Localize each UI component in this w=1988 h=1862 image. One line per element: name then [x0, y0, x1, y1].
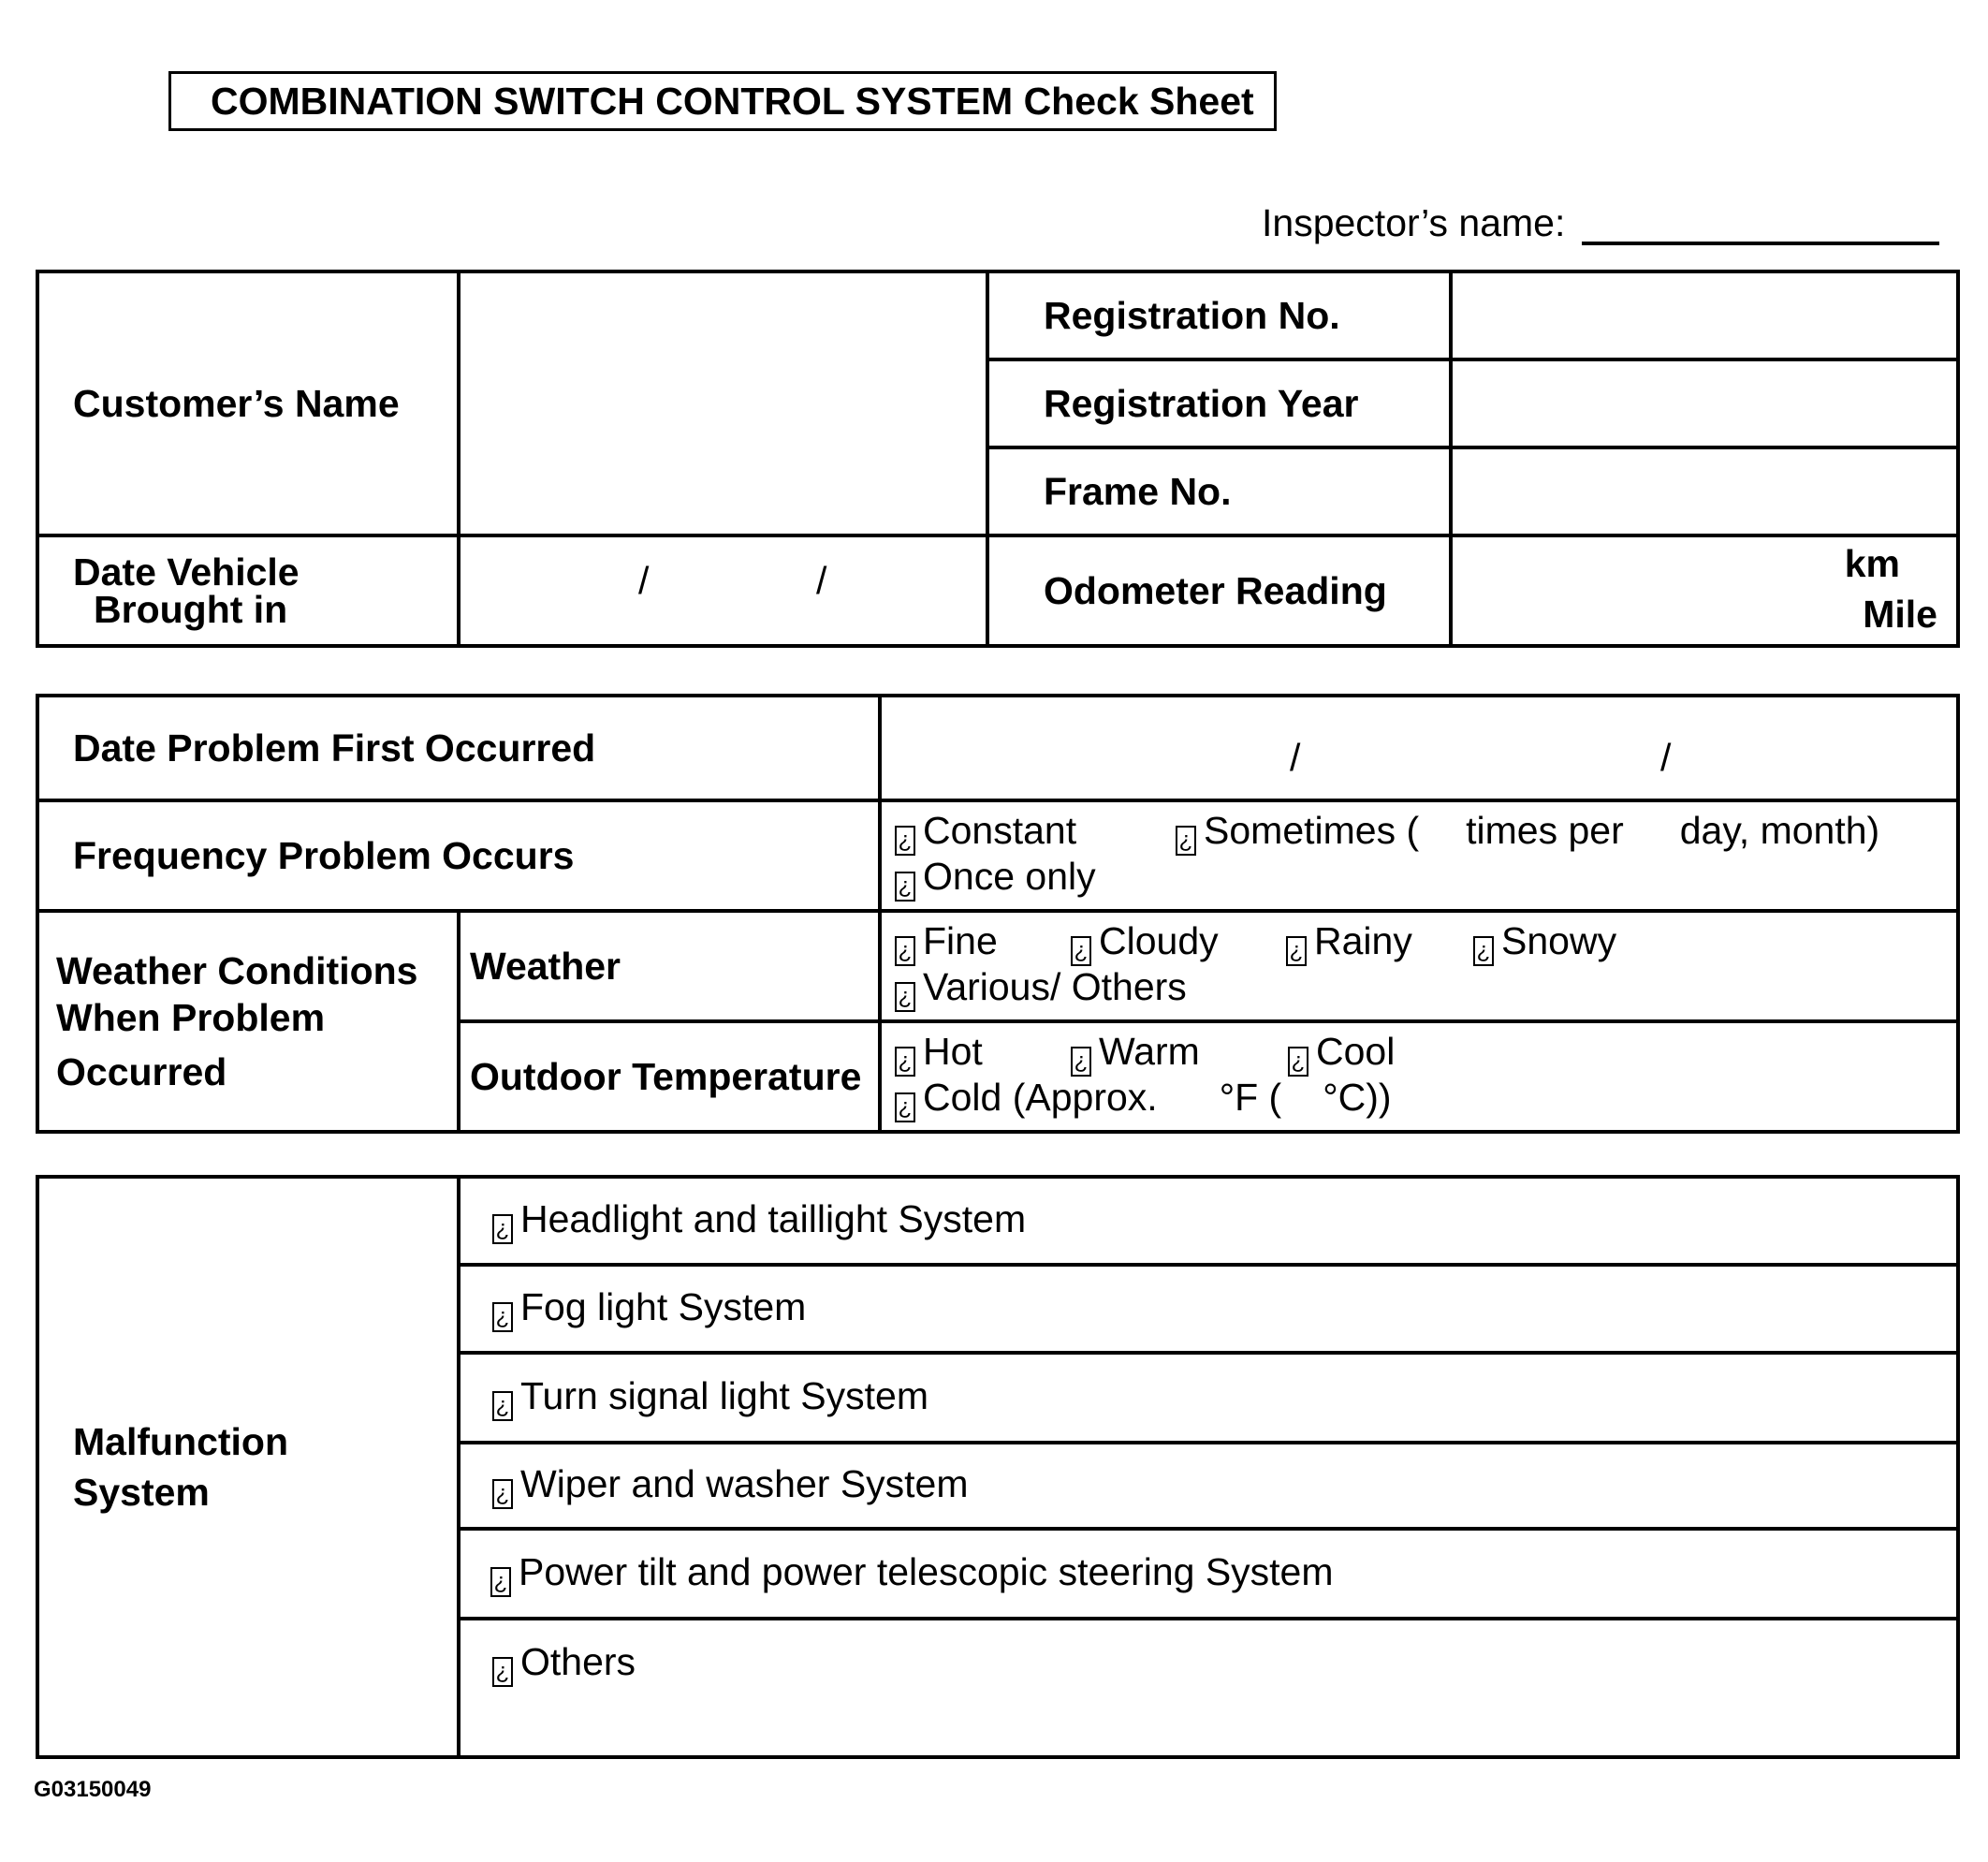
option-cold[interactable]: ¿ Cold (Approx. [895, 1077, 1158, 1122]
checkbox-icon[interactable]: ¿ [895, 1092, 915, 1122]
unit-mile: Mile [1863, 593, 1937, 636]
registration-no-field[interactable] [1451, 271, 1958, 359]
figure-id: G03150049 [34, 1777, 152, 1802]
system-option-power-tilt[interactable]: ¿ Power tilt and power telescopic steering System [459, 1529, 1958, 1619]
vehicle-info-table [36, 270, 1960, 648]
checkbox-icon[interactable]: ¿ [1288, 1047, 1308, 1077]
checkbox-icon[interactable]: ¿ [1071, 1047, 1091, 1077]
system-option-headlight[interactable]: ¿ Headlight and taillight System [459, 1177, 1958, 1265]
customer-name-field[interactable] [459, 271, 987, 535]
weather-options [880, 911, 1958, 1021]
checkbox-icon[interactable]: ¿ [492, 1391, 513, 1421]
frame-no-field[interactable] [1451, 447, 1958, 535]
date-separator: / [638, 559, 650, 602]
day-month-text: day, month) [1679, 809, 1880, 852]
fahrenheit-text: °F ( [1219, 1076, 1282, 1119]
date-separator: / [1290, 736, 1301, 779]
checkbox-icon[interactable]: ¿ [1286, 936, 1307, 966]
registration-no-label: Registration No. [987, 271, 1451, 359]
weather-label: Weather [459, 911, 880, 1021]
checkbox-icon[interactable]: ¿ [895, 872, 915, 902]
system-option-fog-light[interactable]: ¿ Fog light System [459, 1265, 1958, 1353]
page-title: COMBINATION SWITCH CONTROL SYSTEM Check Sheet [168, 71, 1277, 131]
checkbox-icon[interactable]: ¿ [1071, 936, 1091, 966]
option-rainy[interactable]: ¿ Rainy [1286, 920, 1473, 966]
registration-year-label: Registration Year [987, 359, 1451, 447]
option-warm[interactable]: ¿ Warm [1071, 1031, 1288, 1077]
frequency-label: Frequency Problem Occurs [37, 800, 880, 911]
date-brought-label-line1: Date Vehicle [73, 550, 300, 594]
system-option-others[interactable]: ¿ Others [459, 1619, 1958, 1757]
malfunction-system-label: Malfunction System [37, 1177, 459, 1757]
option-snowy[interactable]: ¿ Snowy [1473, 920, 1616, 966]
date-brought-label [37, 535, 459, 646]
checkbox-icon[interactable]: ¿ [895, 936, 915, 966]
date-brought-label-line2: Brought in [94, 588, 288, 631]
frame-no-label: Frame No. [987, 447, 1451, 535]
problem-details-table [36, 694, 1960, 1134]
system-option-turn-signal[interactable]: ¿ Turn signal light System [459, 1353, 1958, 1443]
date-separator: / [1660, 736, 1672, 779]
date-first-occurred-label: Date Problem First Occurred [37, 696, 880, 800]
checkbox-icon[interactable]: ¿ [895, 1047, 915, 1077]
odometer-label: Odometer Reading [987, 535, 1451, 646]
times-per-text: times per [1466, 809, 1624, 852]
option-hot[interactable]: ¿ Hot [895, 1031, 1071, 1077]
option-fine[interactable]: ¿ Fine [895, 920, 1071, 966]
temperature-options [880, 1021, 1958, 1132]
option-cloudy[interactable]: ¿ Cloudy [1071, 920, 1286, 966]
registration-year-field[interactable] [1451, 359, 1958, 447]
checkbox-icon[interactable]: ¿ [492, 1214, 513, 1244]
system-option-wiper-washer[interactable]: ¿ Wiper and washer System [459, 1443, 1958, 1529]
unit-km: km [1844, 542, 1900, 585]
checkbox-icon[interactable]: ¿ [1176, 826, 1196, 856]
checkbox-icon[interactable]: ¿ [490, 1567, 511, 1597]
option-once-only[interactable]: ¿ Once only [895, 856, 1096, 902]
customer-name-label: Customer’s Name [37, 271, 459, 535]
checkbox-icon[interactable]: ¿ [492, 1302, 513, 1332]
option-cool[interactable]: ¿ Cool [1288, 1031, 1395, 1077]
inspector-name-label: Inspector’s name: [1262, 201, 1566, 244]
frequency-options [880, 800, 1958, 911]
checkbox-icon[interactable]: ¿ [492, 1479, 513, 1509]
checkbox-icon[interactable]: ¿ [895, 982, 915, 1012]
date-first-occurred-field[interactable] [880, 696, 1958, 800]
checkbox-icon[interactable]: ¿ [1473, 936, 1494, 966]
weather-conditions-label: Weather Conditions When Problem Occurred [37, 911, 459, 1132]
date-separator: / [816, 559, 827, 602]
option-sometimes[interactable]: ¿ Sometimes ( [1176, 810, 1419, 856]
checkbox-icon[interactable]: ¿ [492, 1657, 513, 1687]
outdoor-temperature-label: Outdoor Temperature [459, 1021, 880, 1132]
checkbox-icon[interactable]: ¿ [895, 826, 915, 856]
option-constant[interactable]: ¿ Constant [895, 810, 1176, 856]
celsius-text: °C)) [1323, 1076, 1392, 1119]
odometer-field[interactable] [1451, 535, 1958, 646]
inspector-name-field[interactable] [1582, 242, 1939, 245]
date-brought-field[interactable] [459, 535, 987, 646]
malfunction-system-table [36, 1175, 1960, 1759]
option-various-others[interactable]: ¿ Various/ Others [895, 966, 1187, 1012]
